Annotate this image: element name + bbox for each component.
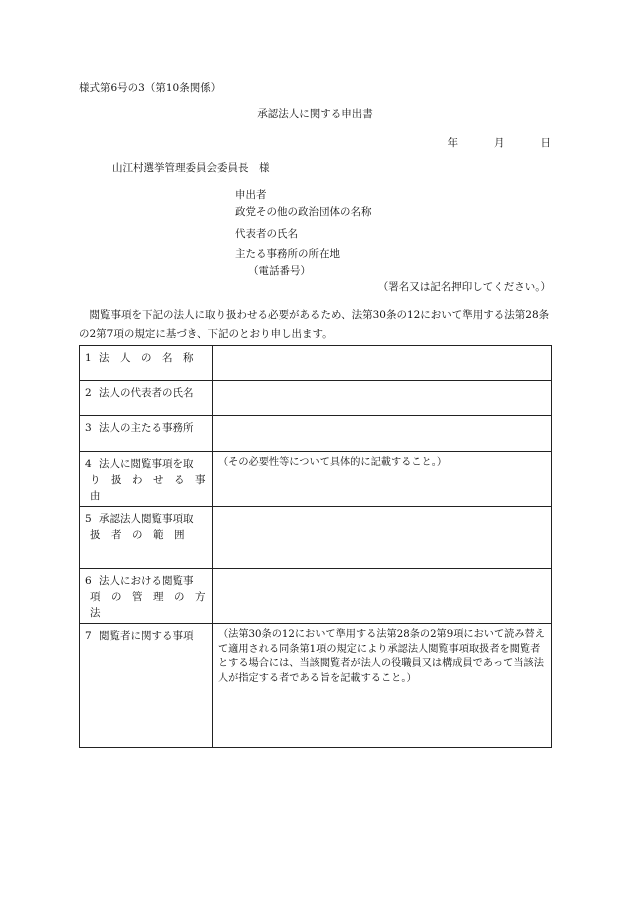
- item-label-text: 法 人 の 名 称: [99, 352, 194, 364]
- item-label-text-2: 項 の 管 理 の 方 法: [90, 591, 216, 619]
- table-row: [80, 624, 552, 748]
- table-row: [80, 569, 552, 624]
- item-label: 3 法人の主たる事務所: [80, 416, 213, 452]
- item-label: 6 法人における閲覧事 項 の 管 理 の 方 法: [80, 569, 213, 624]
- applicant-phone: （電話番号）: [248, 265, 311, 277]
- item-value[interactable]: [213, 416, 552, 452]
- item-label-text: 承認法人閲覧事項取: [99, 513, 194, 525]
- item-value[interactable]: [213, 381, 552, 416]
- form-number: 様式第6号の3（第10条関係）: [79, 82, 222, 94]
- document-title: 承認法人に関する申出書: [257, 108, 373, 120]
- item-value[interactable]: （法第30条の12において準用する法第28条の2第9項において読み替えて適用される同条第1項の規定により承認法人閲覧事項取扱者を閲覧者とする場合には、当該閲覧者が法人の役職員又は構成員であって当該法人が指定する者である旨を記載すること。）: [213, 624, 552, 748]
- table-row: [80, 381, 552, 416]
- table-row: [80, 507, 552, 569]
- addressee: 山江村選挙管理委員会委員長 様: [112, 162, 270, 174]
- body-text: 閲覧事項を下記の法人に取り扱わせる必要があるため、法第30条の12において準用する法第28条の2第7項の規定に基づき、下記のとおり申し出ます。: [79, 309, 550, 340]
- items-table: [79, 345, 552, 748]
- item-label-text: 法人における閲覧事: [99, 575, 194, 587]
- applicant-office: 主たる事務所の所在地: [235, 248, 340, 260]
- item-label: 7 閲覧者に関する事項: [80, 624, 213, 748]
- item-label-text: 閲覧者に関する事項: [99, 630, 194, 642]
- table-row: [80, 346, 552, 381]
- item-label-text: 法人の主たる事務所: [99, 422, 194, 434]
- item-label: 2 法人の代表者の氏名: [80, 381, 213, 416]
- item-label: 4 法人に閲覧事項を取 り 扱 わ せ る 事 由: [80, 452, 213, 507]
- item-label-text: 法人に閲覧事項を取: [99, 458, 194, 470]
- date-line: [448, 135, 552, 150]
- item-label-text-2: 扱 者 の 範 囲: [90, 529, 185, 541]
- applicant-party-name: 政党その他の政治団体の名称: [235, 206, 372, 218]
- table-row: [80, 416, 552, 452]
- applicant-title: 申出者: [235, 189, 267, 201]
- item-value[interactable]: [213, 346, 552, 381]
- item-label-text-2: り 扱 わ せ る 事 由: [90, 474, 216, 502]
- item-label-text: 法人の代表者の氏名: [99, 387, 194, 399]
- date-day: 日: [540, 137, 551, 149]
- item-value[interactable]: [213, 507, 552, 569]
- item-label: 5 承認法人閲覧事項取 扱 者 の 範 囲: [80, 507, 213, 569]
- date-year: 年: [447, 137, 458, 149]
- item-value[interactable]: （その必要性等について具体的に記載すること。）: [213, 452, 552, 507]
- signature-note: （署名又は記名押印してください。）: [377, 281, 551, 293]
- date-month: 月: [494, 137, 505, 149]
- applicant-representative: 代表者の氏名: [235, 228, 298, 240]
- item-label: 1 法 人 の 名 称: [80, 346, 213, 381]
- table-row: [80, 452, 552, 507]
- item-value[interactable]: [213, 569, 552, 624]
